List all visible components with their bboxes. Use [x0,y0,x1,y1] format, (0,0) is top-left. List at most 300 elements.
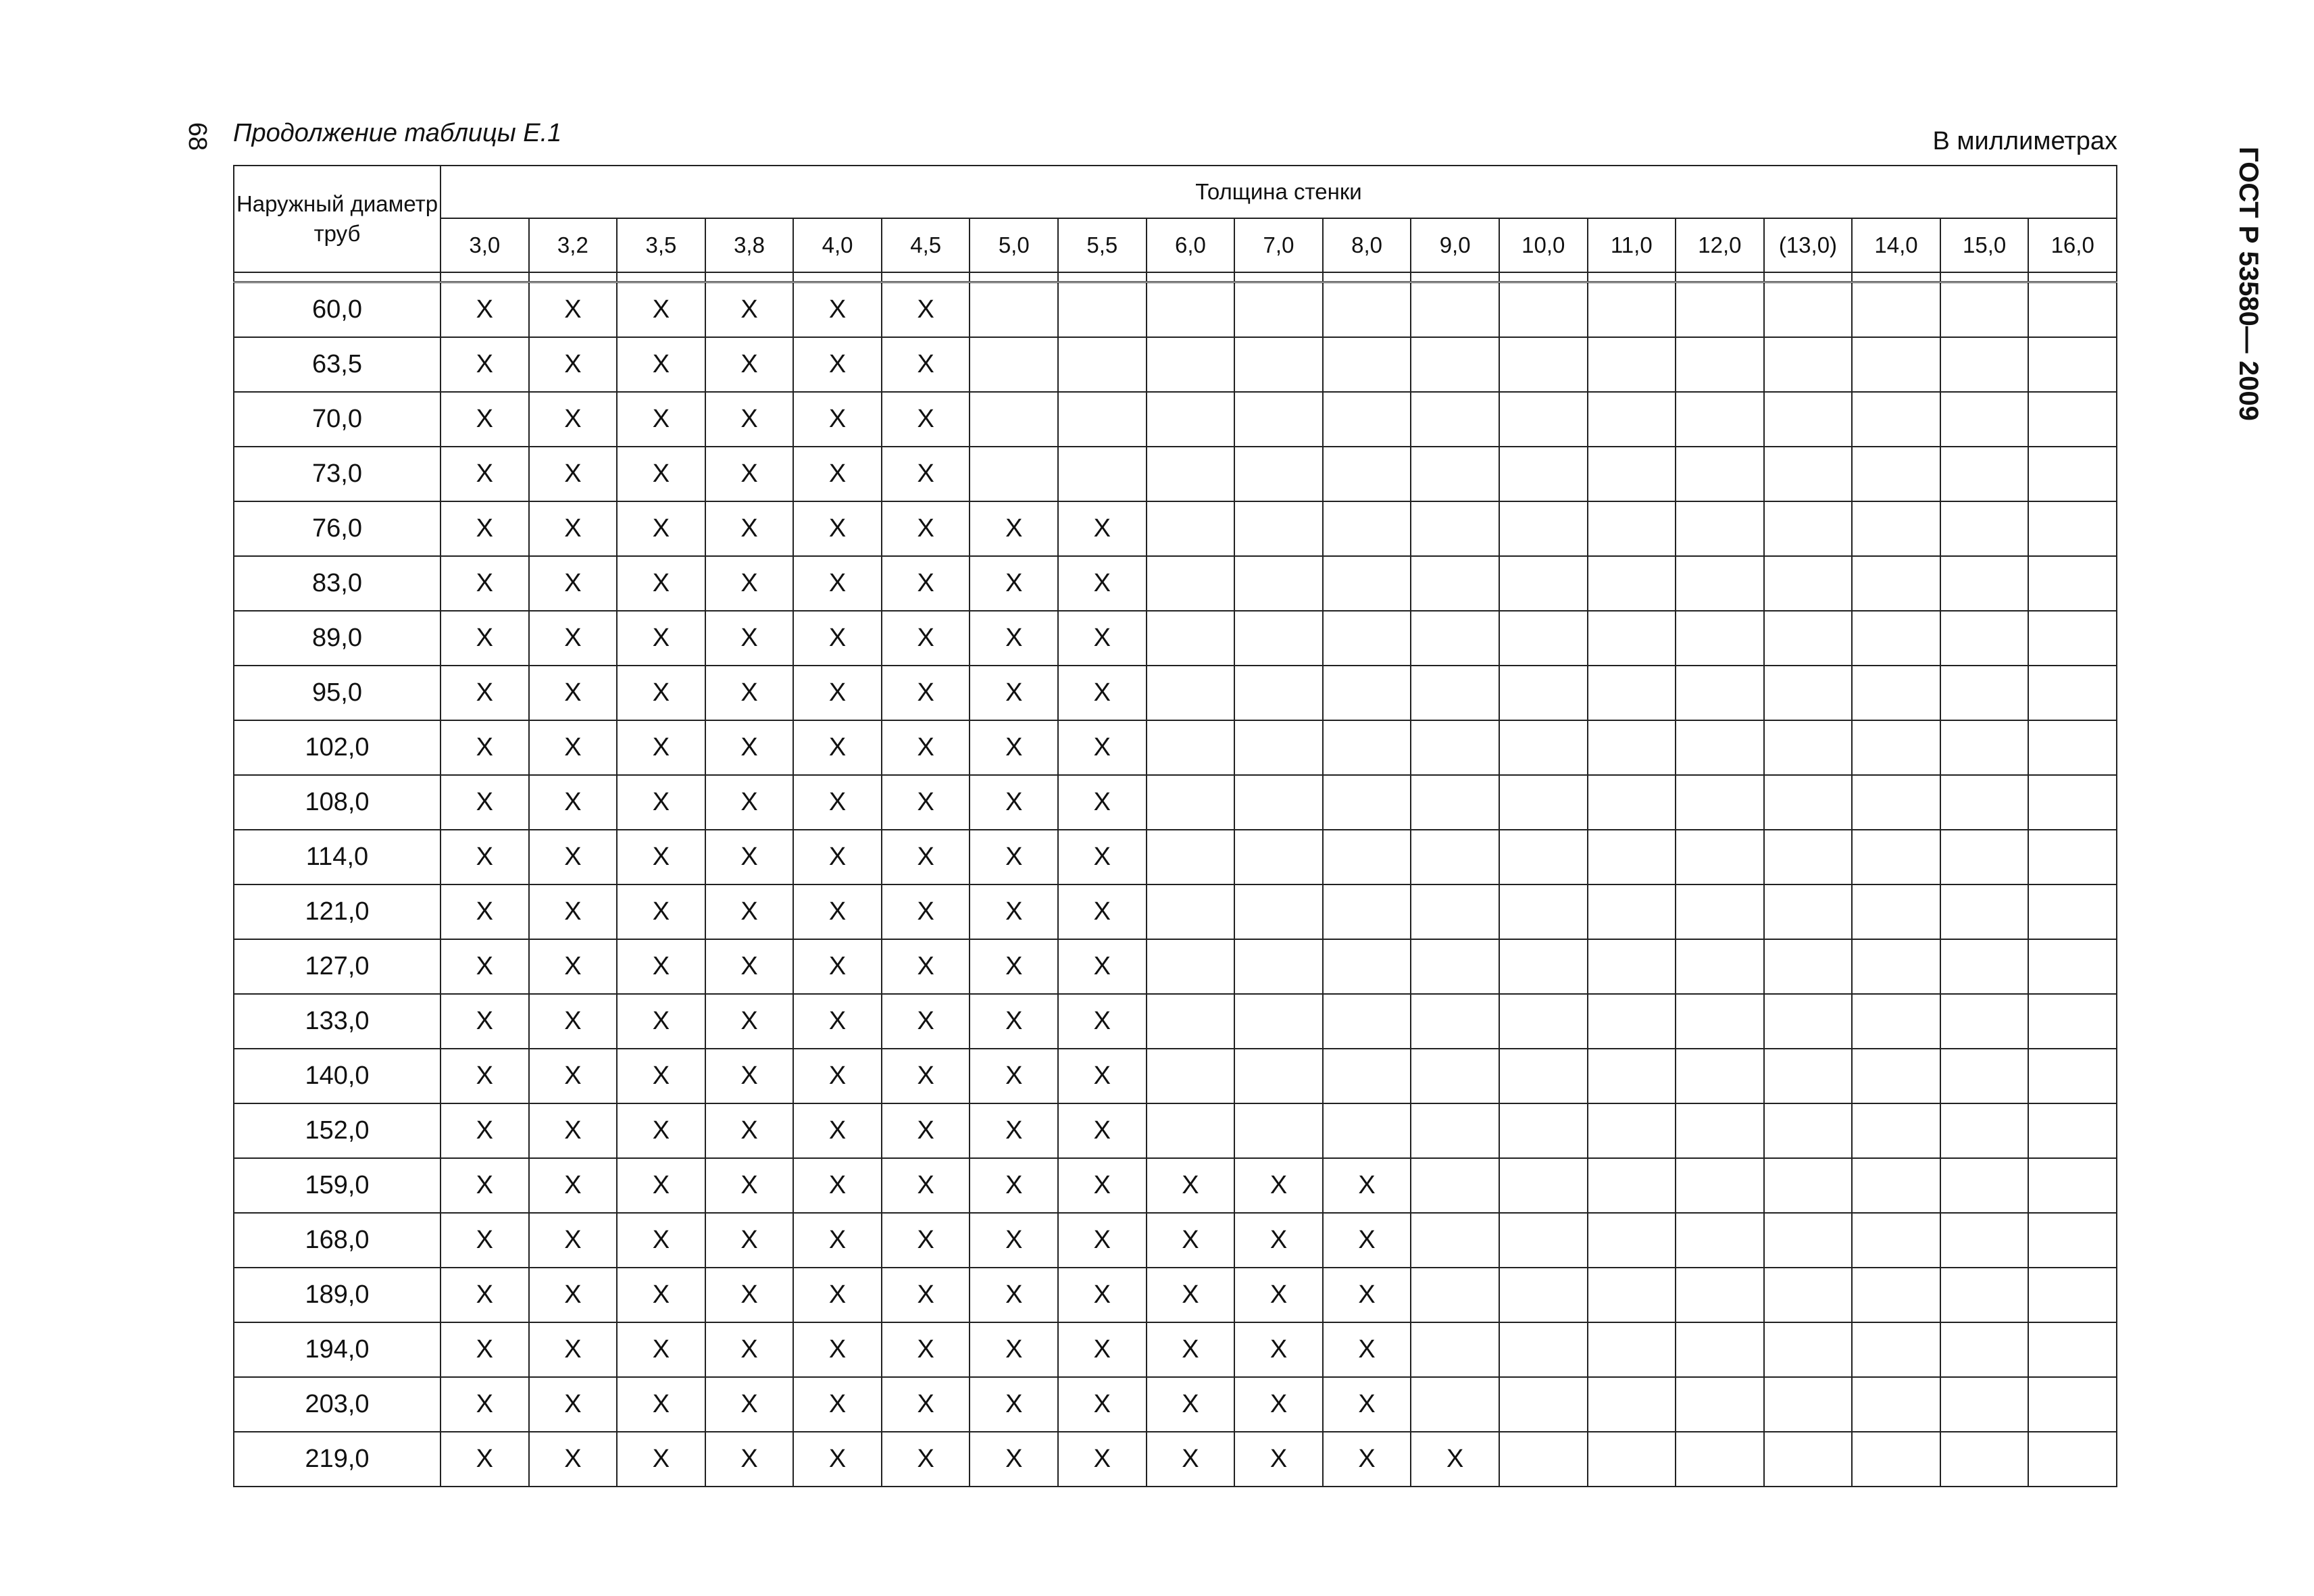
separator-cell [882,272,970,282]
availability-cell [2028,337,2117,392]
availability-cell: X [882,556,970,611]
thickness-column-header: 4,5 [882,218,970,272]
availability-cell: X [529,282,618,338]
thickness-column-header: 5,5 [1058,218,1147,272]
diameter-cell: 127,0 [234,939,441,994]
availability-cell [2028,1377,2117,1432]
diameter-cell: 203,0 [234,1377,441,1432]
availability-cell [1676,939,1764,994]
availability-cell: X [970,775,1058,830]
availability-cell [1411,720,1499,775]
availability-cell: X [793,501,882,556]
availability-cell [1147,994,1235,1049]
availability-cell [1588,666,1676,720]
availability-cell: X [1058,501,1147,556]
availability-cell [1234,720,1323,775]
availability-cell: X [529,666,618,720]
availability-cell: X [793,556,882,611]
availability-cell [1058,282,1147,338]
availability-cell: X [705,939,794,994]
header-separator-row [234,272,2117,282]
availability-cell: X [1234,1377,1323,1432]
availability-cell [1764,666,1853,720]
availability-cell: X [529,501,618,556]
availability-cell: X [970,1432,1058,1487]
availability-cell: X [793,392,882,447]
availability-cell [1588,1322,1676,1377]
availability-cell [1676,1103,1764,1158]
availability-cell: X [617,1268,705,1322]
availability-cell [2028,1213,2117,1268]
availability-cell: X [1147,1377,1235,1432]
availability-cell: X [793,1213,882,1268]
table-row [234,1377,2117,1432]
availability-cell: X [1323,1322,1411,1377]
separator-cell [529,272,618,282]
availability-cell: X [1058,556,1147,611]
availability-cell [1499,666,1588,720]
availability-cell [1764,1268,1853,1322]
availability-cell [1852,1377,1940,1432]
separator-cell [1058,272,1147,282]
availability-cell [1147,1049,1235,1103]
diameter-cell: 83,0 [234,556,441,611]
separator-cell [1588,272,1676,282]
availability-cell [1764,884,1853,939]
availability-cell: X [441,884,529,939]
availability-cell: X [529,939,618,994]
availability-cell [2028,1158,2117,1213]
availability-cell [2028,501,2117,556]
availability-cell [1852,501,1940,556]
availability-cell [1588,282,1676,338]
availability-cell [1940,556,2029,611]
availability-cell [1499,775,1588,830]
availability-cell: X [882,501,970,556]
availability-cell [1323,447,1411,501]
thickness-column-header: 15,0 [1940,218,2029,272]
availability-cell [1940,337,2029,392]
availability-cell [1323,720,1411,775]
availability-cell [1588,775,1676,830]
thickness-column-header: 6,0 [1147,218,1235,272]
availability-cell [1940,666,2029,720]
availability-cell [2028,447,2117,501]
availability-cell [1764,1377,1853,1432]
availability-cell: X [1234,1322,1323,1377]
availability-cell [1323,994,1411,1049]
availability-cell: X [441,392,529,447]
availability-cell [1676,556,1764,611]
availability-cell: X [705,282,794,338]
thickness-column-header: 14,0 [1852,218,1940,272]
availability-cell: X [529,830,618,884]
availability-cell: X [882,830,970,884]
availability-cell [1676,994,1764,1049]
separator-cell [1852,272,1940,282]
availability-cell [1499,884,1588,939]
availability-cell [1147,830,1235,884]
table-header [234,166,2117,272]
availability-cell [1411,666,1499,720]
availability-cell: X [529,994,618,1049]
availability-cell [1411,282,1499,338]
availability-cell: X [705,501,794,556]
availability-cell [1499,1432,1588,1487]
availability-cell: X [1058,994,1147,1049]
availability-cell [1147,666,1235,720]
availability-cell [1676,1377,1764,1432]
availability-cell [1411,1268,1499,1322]
availability-cell: X [705,1213,794,1268]
availability-cell: X [970,556,1058,611]
availability-cell [1147,337,1235,392]
availability-cell [1499,1103,1588,1158]
availability-cell: X [882,1158,970,1213]
availability-cell [1940,994,2029,1049]
availability-cell: X [1058,1103,1147,1158]
availability-cell: X [529,1268,618,1322]
diameter-cell: 159,0 [234,1158,441,1213]
availability-cell [1058,392,1147,447]
availability-cell: X [441,1377,529,1432]
availability-cell [1499,392,1588,447]
availability-cell [1234,666,1323,720]
availability-cell [1588,392,1676,447]
availability-cell [2028,1268,2117,1322]
availability-cell [1588,1158,1676,1213]
availability-cell: X [1411,1432,1499,1487]
availability-cell: X [617,1377,705,1432]
availability-cell [1411,392,1499,447]
availability-cell [2028,830,2117,884]
availability-cell: X [529,1049,618,1103]
availability-cell: X [970,1103,1058,1158]
availability-cell: X [1058,1213,1147,1268]
availability-cell: X [441,447,529,501]
availability-cell: X [441,830,529,884]
diameter-cell: 219,0 [234,1432,441,1487]
availability-cell: X [705,1103,794,1158]
availability-cell [1588,556,1676,611]
table-row [234,720,2117,775]
availability-cell [1234,884,1323,939]
availability-cell [1940,1158,2029,1213]
diameter-cell: 152,0 [234,1103,441,1158]
availability-cell [1940,720,2029,775]
availability-cell [1411,447,1499,501]
separator-cell [617,272,705,282]
wall-thickness-group-header: Толщина стенки [441,166,2117,218]
availability-cell: X [1147,1322,1235,1377]
availability-cell: X [970,994,1058,1049]
availability-cell [1147,282,1235,338]
availability-cell: X [529,1377,618,1432]
availability-cell: X [1058,611,1147,666]
availability-cell: X [617,1049,705,1103]
availability-cell: X [705,775,794,830]
availability-cell: X [882,337,970,392]
availability-cell: X [970,666,1058,720]
availability-cell: X [882,611,970,666]
availability-cell: X [793,337,882,392]
availability-cell [2028,775,2117,830]
availability-cell [1764,994,1853,1049]
availability-cell: X [705,884,794,939]
availability-cell [1852,1158,1940,1213]
availability-cell: X [793,1268,882,1322]
availability-cell [2028,282,2117,338]
availability-cell [2028,994,2117,1049]
availability-cell [1852,1432,1940,1487]
availability-cell: X [529,611,618,666]
availability-cell [1323,939,1411,994]
table-row [234,939,2117,994]
table-row [234,884,2117,939]
availability-cell [1411,1377,1499,1432]
availability-cell: X [1147,1213,1235,1268]
availability-cell: X [1058,1432,1147,1487]
availability-cell: X [1323,1158,1411,1213]
availability-cell [1940,1432,2029,1487]
table-row [234,830,2117,884]
availability-cell [1499,611,1588,666]
availability-cell [2028,1432,2117,1487]
table-row [234,1432,2117,1487]
availability-cell [1676,1213,1764,1268]
availability-cell [1147,611,1235,666]
availability-cell: X [1058,1322,1147,1377]
availability-cell: X [529,775,618,830]
availability-cell [1852,830,1940,884]
availability-cell: X [441,282,529,338]
availability-cell: X [441,1268,529,1322]
availability-cell: X [617,282,705,338]
availability-cell: X [529,1158,618,1213]
availability-cell [1852,611,1940,666]
separator-cell [793,272,882,282]
availability-cell [1147,1103,1235,1158]
availability-cell [1764,282,1853,338]
thickness-column-header: 12,0 [1676,218,1764,272]
availability-cell [1676,1432,1764,1487]
table-body [234,272,2117,1487]
availability-cell [1411,1213,1499,1268]
availability-cell [1411,1103,1499,1158]
availability-cell: X [617,1158,705,1213]
availability-cell: X [970,1322,1058,1377]
availability-cell: X [441,337,529,392]
thickness-column-header: 5,0 [970,218,1058,272]
availability-cell [1323,830,1411,884]
availability-cell [2028,1322,2117,1377]
availability-cell: X [793,1377,882,1432]
availability-cell: X [705,337,794,392]
availability-cell: X [1058,830,1147,884]
table-row [234,447,2117,501]
availability-cell [1764,830,1853,884]
availability-cell [1940,1103,2029,1158]
availability-cell [1676,830,1764,884]
availability-cell: X [441,775,529,830]
availability-cell [2028,611,2117,666]
table-row [234,611,2117,666]
availability-cell [1499,939,1588,994]
availability-cell [1852,337,1940,392]
availability-cell: X [617,884,705,939]
availability-cell [1499,994,1588,1049]
availability-cell [1764,1322,1853,1377]
table-row [234,556,2117,611]
availability-cell [2028,720,2117,775]
table-row [234,1322,2117,1377]
availability-cell [1147,392,1235,447]
availability-cell: X [970,1377,1058,1432]
availability-cell: X [793,666,882,720]
diameter-cell: 140,0 [234,1049,441,1103]
availability-cell: X [617,939,705,994]
availability-cell: X [970,501,1058,556]
availability-cell [1676,884,1764,939]
availability-cell [1499,720,1588,775]
availability-cell: X [1323,1268,1411,1322]
availability-cell [1323,501,1411,556]
availability-cell: X [1323,1213,1411,1268]
availability-cell [1147,884,1235,939]
availability-cell: X [617,666,705,720]
availability-cell: X [1058,1158,1147,1213]
separator-cell [1147,272,1235,282]
availability-cell: X [1323,1432,1411,1487]
availability-cell: X [882,1377,970,1432]
thickness-column-header: (13,0) [1764,218,1853,272]
diameter-cell: 76,0 [234,501,441,556]
availability-cell [2028,939,2117,994]
availability-cell [1323,392,1411,447]
separator-cell [1234,272,1323,282]
diameter-cell: 89,0 [234,611,441,666]
availability-cell [1411,994,1499,1049]
availability-cell [1499,1049,1588,1103]
availability-cell: X [529,556,618,611]
availability-cell [1940,1268,2029,1322]
availability-cell [1588,1377,1676,1432]
availability-cell: X [882,775,970,830]
thickness-column-header: 3,0 [441,218,529,272]
availability-cell [1940,775,2029,830]
availability-cell [1588,884,1676,939]
availability-cell [2028,666,2117,720]
availability-cell [1852,884,1940,939]
availability-cell: X [1058,1049,1147,1103]
availability-cell [1588,1432,1676,1487]
availability-cell [1940,1377,2029,1432]
availability-cell [1323,666,1411,720]
availability-cell [1234,939,1323,994]
availability-cell [2028,1049,2117,1103]
availability-cell [1234,337,1323,392]
separator-cell [441,272,529,282]
availability-cell [1764,939,1853,994]
availability-cell [1588,611,1676,666]
availability-cell: X [705,1268,794,1322]
separator-cell [1676,272,1764,282]
availability-cell [1676,775,1764,830]
availability-cell [1588,337,1676,392]
diameter-cell: 114,0 [234,830,441,884]
availability-cell [1411,775,1499,830]
thickness-column-header: 3,8 [705,218,794,272]
availability-cell: X [441,994,529,1049]
availability-cell [1234,501,1323,556]
availability-cell [1499,282,1588,338]
table-row [234,994,2117,1049]
availability-cell [2028,392,2117,447]
table-row [234,1213,2117,1268]
availability-cell [1852,1049,1940,1103]
diameter-cell: 194,0 [234,1322,441,1377]
availability-cell [1588,1213,1676,1268]
availability-cell: X [441,1158,529,1213]
availability-cell [1234,392,1323,447]
availability-cell [1940,282,2029,338]
availability-cell [1676,337,1764,392]
availability-cell: X [441,720,529,775]
availability-cell [1588,939,1676,994]
availability-cell: X [529,884,618,939]
availability-cell: X [1234,1268,1323,1322]
availability-cell [1676,720,1764,775]
availability-cell: X [1147,1158,1235,1213]
availability-cell: X [617,1322,705,1377]
thickness-column-header: 9,0 [1411,218,1499,272]
availability-cell [1234,830,1323,884]
availability-cell: X [882,939,970,994]
availability-cell [1058,447,1147,501]
availability-cell [970,282,1058,338]
availability-cell: X [793,720,882,775]
availability-cell: X [882,994,970,1049]
availability-cell: X [793,775,882,830]
availability-cell: X [617,775,705,830]
availability-cell [1940,611,2029,666]
availability-cell: X [705,666,794,720]
availability-cell [1764,1432,1853,1487]
availability-cell [1234,611,1323,666]
diameter-cell: 70,0 [234,392,441,447]
availability-cell: X [1058,884,1147,939]
availability-cell: X [1234,1432,1323,1487]
availability-cell [1411,884,1499,939]
availability-cell [1323,556,1411,611]
availability-cell: X [882,720,970,775]
availability-cell: X [1323,1377,1411,1432]
availability-cell [1411,1049,1499,1103]
availability-cell [1852,939,1940,994]
availability-cell [1323,884,1411,939]
availability-cell [1676,1158,1764,1213]
availability-cell [1499,447,1588,501]
availability-cell: X [793,884,882,939]
availability-cell [1764,611,1853,666]
availability-cell [1588,994,1676,1049]
availability-cell: X [1058,666,1147,720]
availability-cell: X [793,1049,882,1103]
availability-cell: X [529,1432,618,1487]
availability-cell [1764,775,1853,830]
table-row [234,501,2117,556]
availability-cell: X [705,1158,794,1213]
